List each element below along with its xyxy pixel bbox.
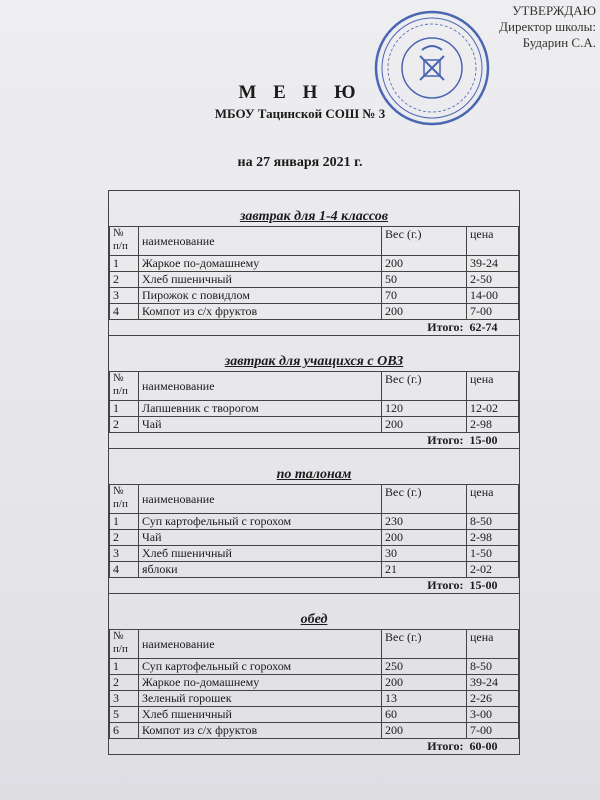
dish-weight: 200 <box>382 417 467 433</box>
table-row <box>110 401 519 417</box>
menu-container <box>108 190 520 755</box>
column-header-weight: Вес (г.) <box>382 227 467 256</box>
column-header-number: № п/п <box>110 485 139 514</box>
dish-name: Лапшевник с творогом <box>139 401 382 417</box>
table-row <box>110 417 519 433</box>
dish-price: 8-50 <box>467 514 519 530</box>
row-number: 3 <box>110 691 139 707</box>
header-row <box>110 630 519 659</box>
row-number: 6 <box>110 723 139 739</box>
dish-price: 2-02 <box>467 562 519 578</box>
total-row <box>110 320 519 336</box>
dish-weight: 230 <box>382 514 467 530</box>
dish-weight: 70 <box>382 288 467 304</box>
dish-weight: 200 <box>382 530 467 546</box>
dish-name: Чай <box>139 417 382 433</box>
row-number: 1 <box>110 256 139 272</box>
total-value: 15-00 <box>467 433 519 449</box>
total-label: Итого: <box>110 578 467 594</box>
dish-weight: 250 <box>382 659 467 675</box>
column-header-number: № п/п <box>110 630 139 659</box>
header-row <box>110 485 519 514</box>
total-label: Итого: <box>110 320 467 336</box>
dish-name: Чай <box>139 530 382 546</box>
row-number: 3 <box>110 546 139 562</box>
dish-price: 39-24 <box>467 675 519 691</box>
total-value: 60-00 <box>467 739 519 755</box>
dish-weight: 200 <box>382 256 467 272</box>
total-row <box>110 739 519 755</box>
row-number: 2 <box>110 530 139 546</box>
table-row <box>110 256 519 272</box>
table-row <box>110 514 519 530</box>
dish-weight: 60 <box>382 707 467 723</box>
section-title: завтрак для 1-4 классов <box>239 209 389 224</box>
menu-table <box>109 484 519 593</box>
row-number: 1 <box>110 659 139 675</box>
section-title: завтрак для учащихся с ОВЗ <box>224 354 404 369</box>
table-row <box>110 546 519 562</box>
dish-price: 14-00 <box>467 288 519 304</box>
column-header-price: цена <box>467 372 519 401</box>
dish-name: Зеленый горошек <box>139 691 382 707</box>
dish-name: Жаркое по-домашнему <box>139 256 382 272</box>
column-header-name: наименование <box>139 227 382 256</box>
table-row <box>110 675 519 691</box>
section-title: по талонам <box>276 467 352 482</box>
total-row <box>110 433 519 449</box>
total-label: Итого: <box>110 433 467 449</box>
header-row <box>110 227 519 256</box>
column-header-name: наименование <box>139 372 382 401</box>
total-label: Итого: <box>110 739 467 755</box>
dish-weight: 50 <box>382 272 467 288</box>
row-number: 1 <box>110 514 139 530</box>
dish-price: 12-02 <box>467 401 519 417</box>
dish-name: Жаркое по-домашнему <box>139 675 382 691</box>
menu-table <box>109 629 519 754</box>
menu-section <box>109 593 519 754</box>
dish-name: Хлеб пшеничный <box>139 546 382 562</box>
column-header-weight: Вес (г.) <box>382 372 467 401</box>
approval-heading: УТВЕРЖДАЮ <box>512 3 596 18</box>
total-value: 15-00 <box>467 578 519 594</box>
column-header-name: наименование <box>139 485 382 514</box>
menu-table <box>109 371 519 448</box>
row-number: 5 <box>110 707 139 723</box>
dish-weight: 30 <box>382 546 467 562</box>
dish-price: 1-50 <box>467 546 519 562</box>
dish-name: Суп картофельный с горохом <box>139 659 382 675</box>
row-number: 2 <box>110 272 139 288</box>
dish-weight: 200 <box>382 304 467 320</box>
table-row <box>110 707 519 723</box>
column-header-number: № п/п <box>110 372 139 401</box>
approval-block <box>499 3 596 51</box>
table-row <box>110 304 519 320</box>
menu-section <box>109 335 519 448</box>
row-number: 4 <box>110 562 139 578</box>
dish-price: 2-98 <box>467 417 519 433</box>
table-row <box>110 659 519 675</box>
page-title: М Е Н Ю <box>238 82 362 103</box>
column-header-weight: Вес (г.) <box>382 485 467 514</box>
dish-price: 2-98 <box>467 530 519 546</box>
dish-price: 39-24 <box>467 256 519 272</box>
column-header-price: цена <box>467 630 519 659</box>
total-value: 62-74 <box>467 320 519 336</box>
dish-weight: 120 <box>382 401 467 417</box>
dish-name: Хлеб пшеничный <box>139 707 382 723</box>
column-header-weight: Вес (г.) <box>382 630 467 659</box>
row-number: 3 <box>110 288 139 304</box>
menu-date: на 27 января 2021 г. <box>237 155 363 170</box>
dish-weight: 21 <box>382 562 467 578</box>
table-row <box>110 530 519 546</box>
table-row <box>110 288 519 304</box>
table-row <box>110 723 519 739</box>
dish-price: 2-50 <box>467 272 519 288</box>
approval-signatory: Бударин С.А. <box>522 35 596 50</box>
menu-table <box>109 226 519 335</box>
dish-price: 7-00 <box>467 304 519 320</box>
header-row <box>110 372 519 401</box>
column-header-number: № п/п <box>110 227 139 256</box>
column-header-price: цена <box>467 485 519 514</box>
school-name: МБОУ Тацинской СОШ № 3 <box>214 106 386 121</box>
row-number: 2 <box>110 417 139 433</box>
total-row <box>110 578 519 594</box>
table-row <box>110 691 519 707</box>
column-header-price: цена <box>467 227 519 256</box>
dish-name: Пирожок с повидлом <box>139 288 382 304</box>
table-row <box>110 562 519 578</box>
dish-name: яблоки <box>139 562 382 578</box>
row-number: 2 <box>110 675 139 691</box>
dish-weight: 200 <box>382 723 467 739</box>
dish-weight: 13 <box>382 691 467 707</box>
dish-price: 8-50 <box>467 659 519 675</box>
dish-price: 3-00 <box>467 707 519 723</box>
row-number: 4 <box>110 304 139 320</box>
dish-price: 7-00 <box>467 723 519 739</box>
table-row <box>110 272 519 288</box>
row-number: 1 <box>110 401 139 417</box>
dish-price: 2-26 <box>467 691 519 707</box>
dish-name: Компот из с/х фруктов <box>139 304 382 320</box>
approval-position: Директор школы: <box>499 19 596 34</box>
column-header-name: наименование <box>139 630 382 659</box>
dish-name: Компот из с/х фруктов <box>139 723 382 739</box>
menu-section <box>109 191 519 335</box>
dish-weight: 200 <box>382 675 467 691</box>
menu-section <box>109 448 519 593</box>
dish-name: Суп картофельный с горохом <box>139 514 382 530</box>
section-title: обед <box>300 612 328 627</box>
dish-name: Хлеб пшеничный <box>139 272 382 288</box>
